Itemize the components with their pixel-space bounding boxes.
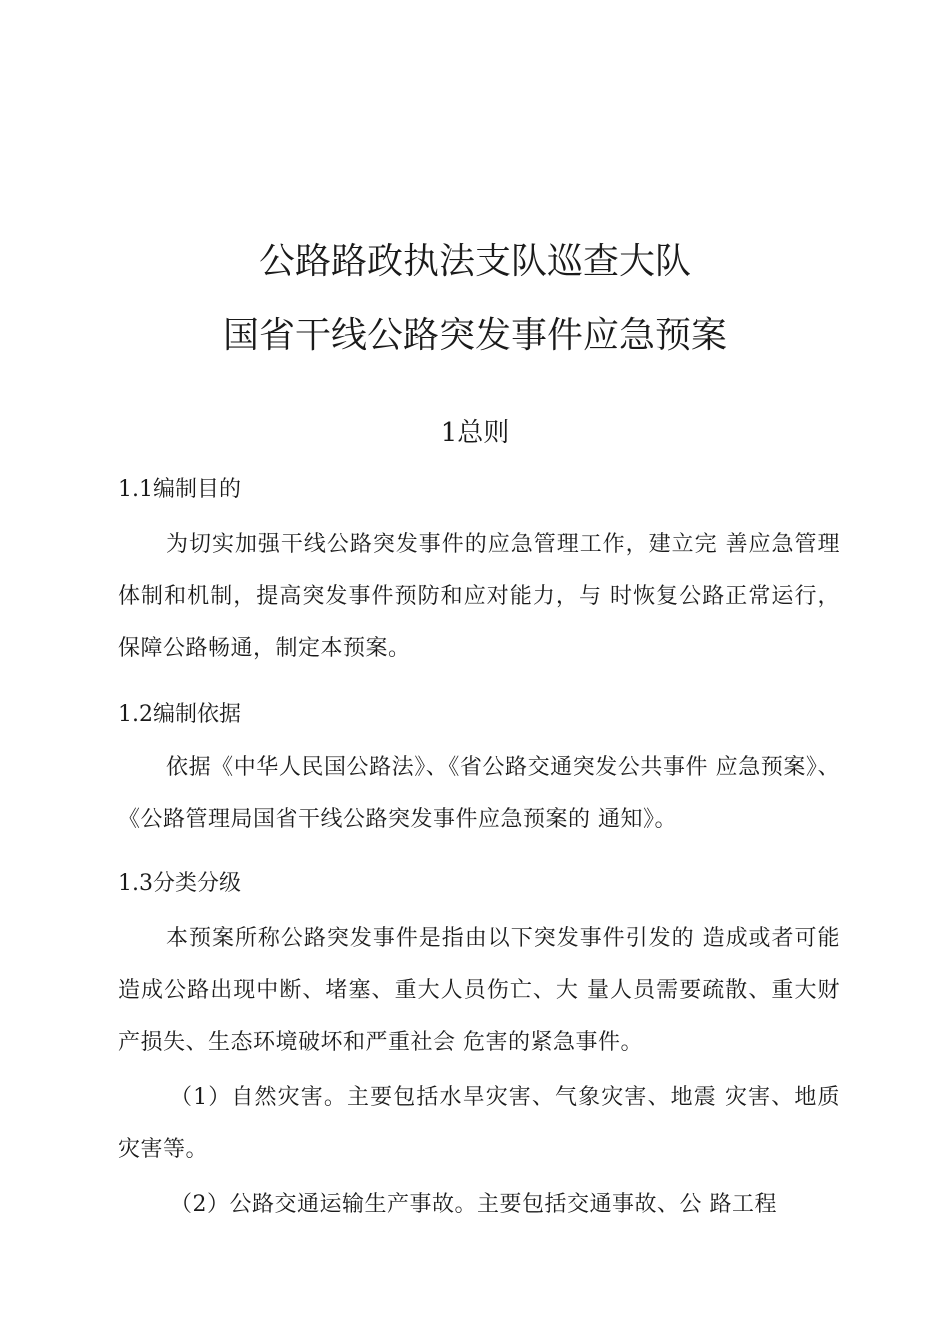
section-1-1-paragraph: 为切实加强干线公路突发事件的应急管理工作，建立完 善应急管理体制和机制，提高突发事件预防和应对能力，与 时恢复公路正常运行，保障公路畅通，制定本预案。: [118, 532, 840, 661]
list-item-natural-disasters: （1）自然灾害。主要包括水旱灾害、气象灾害、地震 灾害、地质灾害等。: [118, 1085, 840, 1162]
section-1-2-paragraph: 依据《中华人民国公路法》、《省公路交通突发公共事件 应急预案》、《公路管理局国省干线公路突发事件应急预案的 通知》。: [118, 755, 840, 832]
section-heading-1-1: 1.1编制目的: [118, 477, 241, 502]
section-heading-1-3: 1.3分类分级: [118, 871, 241, 896]
section-heading-1-2: 1.2编制依据: [118, 702, 241, 727]
list-item-transport-accidents: （2）公路交通运输生产事故。主要包括交通事故、公 路工程: [170, 1192, 777, 1217]
document-title-line-1: 公路路政执法支队巡查大队: [258, 241, 691, 282]
chapter-heading: 1总则: [440, 418, 510, 448]
section-1-3-paragraph: 本预案所称公路突发事件是指由以下突发事件引发的 造成或者可能造成公路出现中断、堵塞、重大人员伤亡、大 量人员需要疏散、重大财产损失、生态环境破坏和严重社会 危害的紧急事件。: [118, 926, 840, 1055]
document-title-line-2: 国省干线公路突发事件应急预案: [222, 315, 727, 356]
